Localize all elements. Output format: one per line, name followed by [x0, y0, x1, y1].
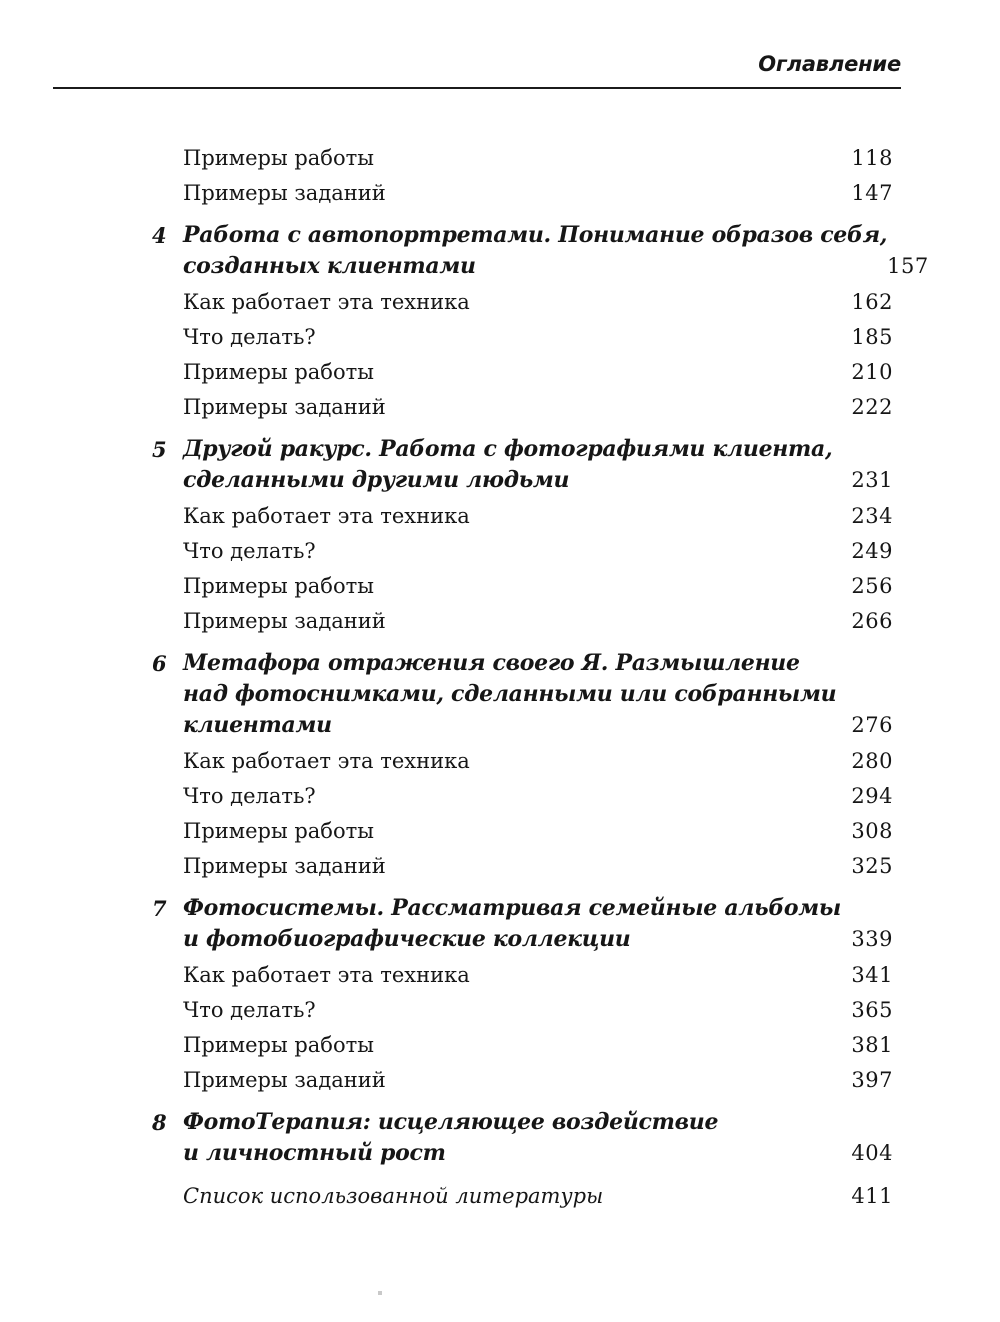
entry-title: [183, 744, 470, 779]
entry-title: [183, 434, 832, 496]
page-number: 210: [851, 360, 893, 384]
toc-entry: [53, 534, 901, 569]
entry-title: [183, 814, 374, 849]
entry-title-line: Примеры заданий: [183, 609, 386, 633]
entry-title-line: Примеры работы: [183, 819, 374, 843]
toc-entry: [53, 176, 901, 211]
entry-title-line: Как работает эта техника: [183, 290, 470, 314]
entry-title-line: Другой ракурс. Работа с фотографиями клиента,: [183, 436, 833, 462]
toc-entry: [53, 1179, 901, 1214]
entry-title-line: и фотобиографические коллекции: [183, 926, 631, 952]
page-number: 234: [851, 504, 893, 528]
entry-title-line: клиентами: [183, 712, 332, 738]
page-content: [53, 0, 929, 1214]
toc-entry: [53, 744, 901, 779]
entry-title-line: Примеры работы: [183, 574, 374, 598]
entry-title: [183, 1107, 718, 1169]
entry-title-line: и личностный рост: [183, 1140, 446, 1166]
toc-entry: [53, 285, 901, 320]
entry-title: [183, 285, 470, 320]
page-number: 118: [851, 146, 893, 170]
page-number: 185: [851, 325, 893, 349]
page-number: 249: [851, 539, 893, 563]
toc-entry: [53, 499, 901, 534]
entry-title: [183, 569, 374, 604]
chapter-number: 6: [152, 651, 167, 676]
entry-title: [183, 648, 836, 741]
page-number: 339: [851, 927, 893, 951]
page-number: 231: [851, 468, 893, 492]
scan-artifact-dot: [378, 1291, 382, 1295]
page-number: 280: [851, 749, 893, 773]
entry-title-line: Метафора отражения своего Я. Размышление: [183, 650, 800, 676]
entry-title-line: Что делать?: [183, 784, 316, 808]
entry-title-line: Как работает эта техника: [183, 749, 470, 773]
entry-title-line: Что делать?: [183, 325, 316, 349]
chapter-number: 8: [152, 1110, 167, 1135]
entry-title-line: созданных клиентами: [183, 253, 476, 279]
entry-title: [183, 499, 470, 534]
entry-title-line: сделанными другими людьми: [183, 467, 570, 493]
page-number: 147: [851, 181, 893, 205]
toc-entry: [53, 355, 901, 390]
entry-title: [183, 1179, 603, 1214]
page-number: 294: [851, 784, 893, 808]
header-rule: [53, 87, 901, 89]
page-number: 157: [887, 254, 929, 278]
entry-title-line: Что делать?: [183, 998, 316, 1022]
entry-title: [183, 993, 316, 1028]
toc-entry: [53, 648, 901, 741]
entry-title: [183, 604, 386, 639]
entry-title-line: Примеры заданий: [183, 854, 386, 878]
entry-title: [183, 1028, 374, 1063]
entry-title: [183, 1063, 386, 1098]
page-number: 276: [851, 713, 893, 737]
entry-title: [183, 320, 316, 355]
entry-title: [183, 355, 374, 390]
page-number: 162: [851, 290, 893, 314]
entry-title: [183, 958, 470, 993]
entry-title-line: над фотоснимками, сделанными или собранными: [183, 681, 837, 707]
toc-entry: [53, 958, 901, 993]
toc-entry: [53, 141, 901, 176]
toc-entry: [53, 779, 901, 814]
entry-title-line: Примеры заданий: [183, 395, 386, 419]
entry-title-line: Примеры заданий: [183, 1068, 386, 1092]
toc-entry: [53, 993, 901, 1028]
entry-title-line: Примеры заданий: [183, 181, 386, 205]
toc-entry: [53, 220, 929, 282]
entry-title-line: Примеры работы: [183, 360, 374, 384]
entry-title-line: Работа с автопортретами. Понимание образов себя,: [183, 222, 888, 248]
table-of-contents: [53, 97, 929, 1214]
toc-entry: [53, 849, 901, 884]
page-number: 365: [851, 998, 893, 1022]
entry-title-line: Фотосистемы. Рассматривая семейные альбомы: [183, 895, 841, 921]
toc-entry: [53, 893, 901, 955]
entry-title: [183, 141, 374, 176]
entry-title: [183, 220, 887, 282]
page-number: 256: [851, 574, 893, 598]
entry-title-line: Что делать?: [183, 539, 316, 563]
toc-entry: [53, 604, 901, 639]
entry-title-line: Список использованной литературы: [183, 1184, 604, 1208]
entry-title: [183, 534, 316, 569]
running-head-title: Оглавление: [758, 52, 901, 76]
entry-title-line: Как работает эта техника: [183, 963, 470, 987]
toc-entry: [53, 320, 901, 355]
toc-entry: [53, 1107, 901, 1169]
page-number: 404: [851, 1141, 893, 1165]
page-number: 222: [851, 395, 893, 419]
toc-entry: [53, 434, 901, 496]
chapter-number: 5: [152, 437, 167, 462]
page-number: 341: [851, 963, 893, 987]
page-number: 397: [851, 1068, 893, 1092]
entry-title-line: Как работает эта техника: [183, 504, 470, 528]
entry-title-line: Примеры работы: [183, 146, 374, 170]
entry-title-line: Примеры работы: [183, 1033, 374, 1057]
page-number: 411: [851, 1184, 893, 1208]
chapter-number: 7: [152, 896, 167, 921]
entry-title-line: ФотоТерапия: исцеляющее воздействие: [183, 1109, 719, 1135]
toc-entry: [53, 1063, 901, 1098]
toc-entry: [53, 1028, 901, 1063]
entry-title: [183, 390, 386, 425]
page-number: 381: [851, 1033, 893, 1057]
toc-entry: [53, 814, 901, 849]
entry-title: [183, 779, 316, 814]
entry-title: [183, 893, 841, 955]
toc-entry: [53, 569, 901, 604]
toc-entry: [53, 390, 901, 425]
chapter-number: 4: [152, 223, 167, 248]
entry-title: [183, 176, 386, 211]
page-number: 325: [851, 854, 893, 878]
entry-title: [183, 849, 386, 884]
page-number: 266: [851, 609, 893, 633]
page-number: 308: [851, 819, 893, 843]
